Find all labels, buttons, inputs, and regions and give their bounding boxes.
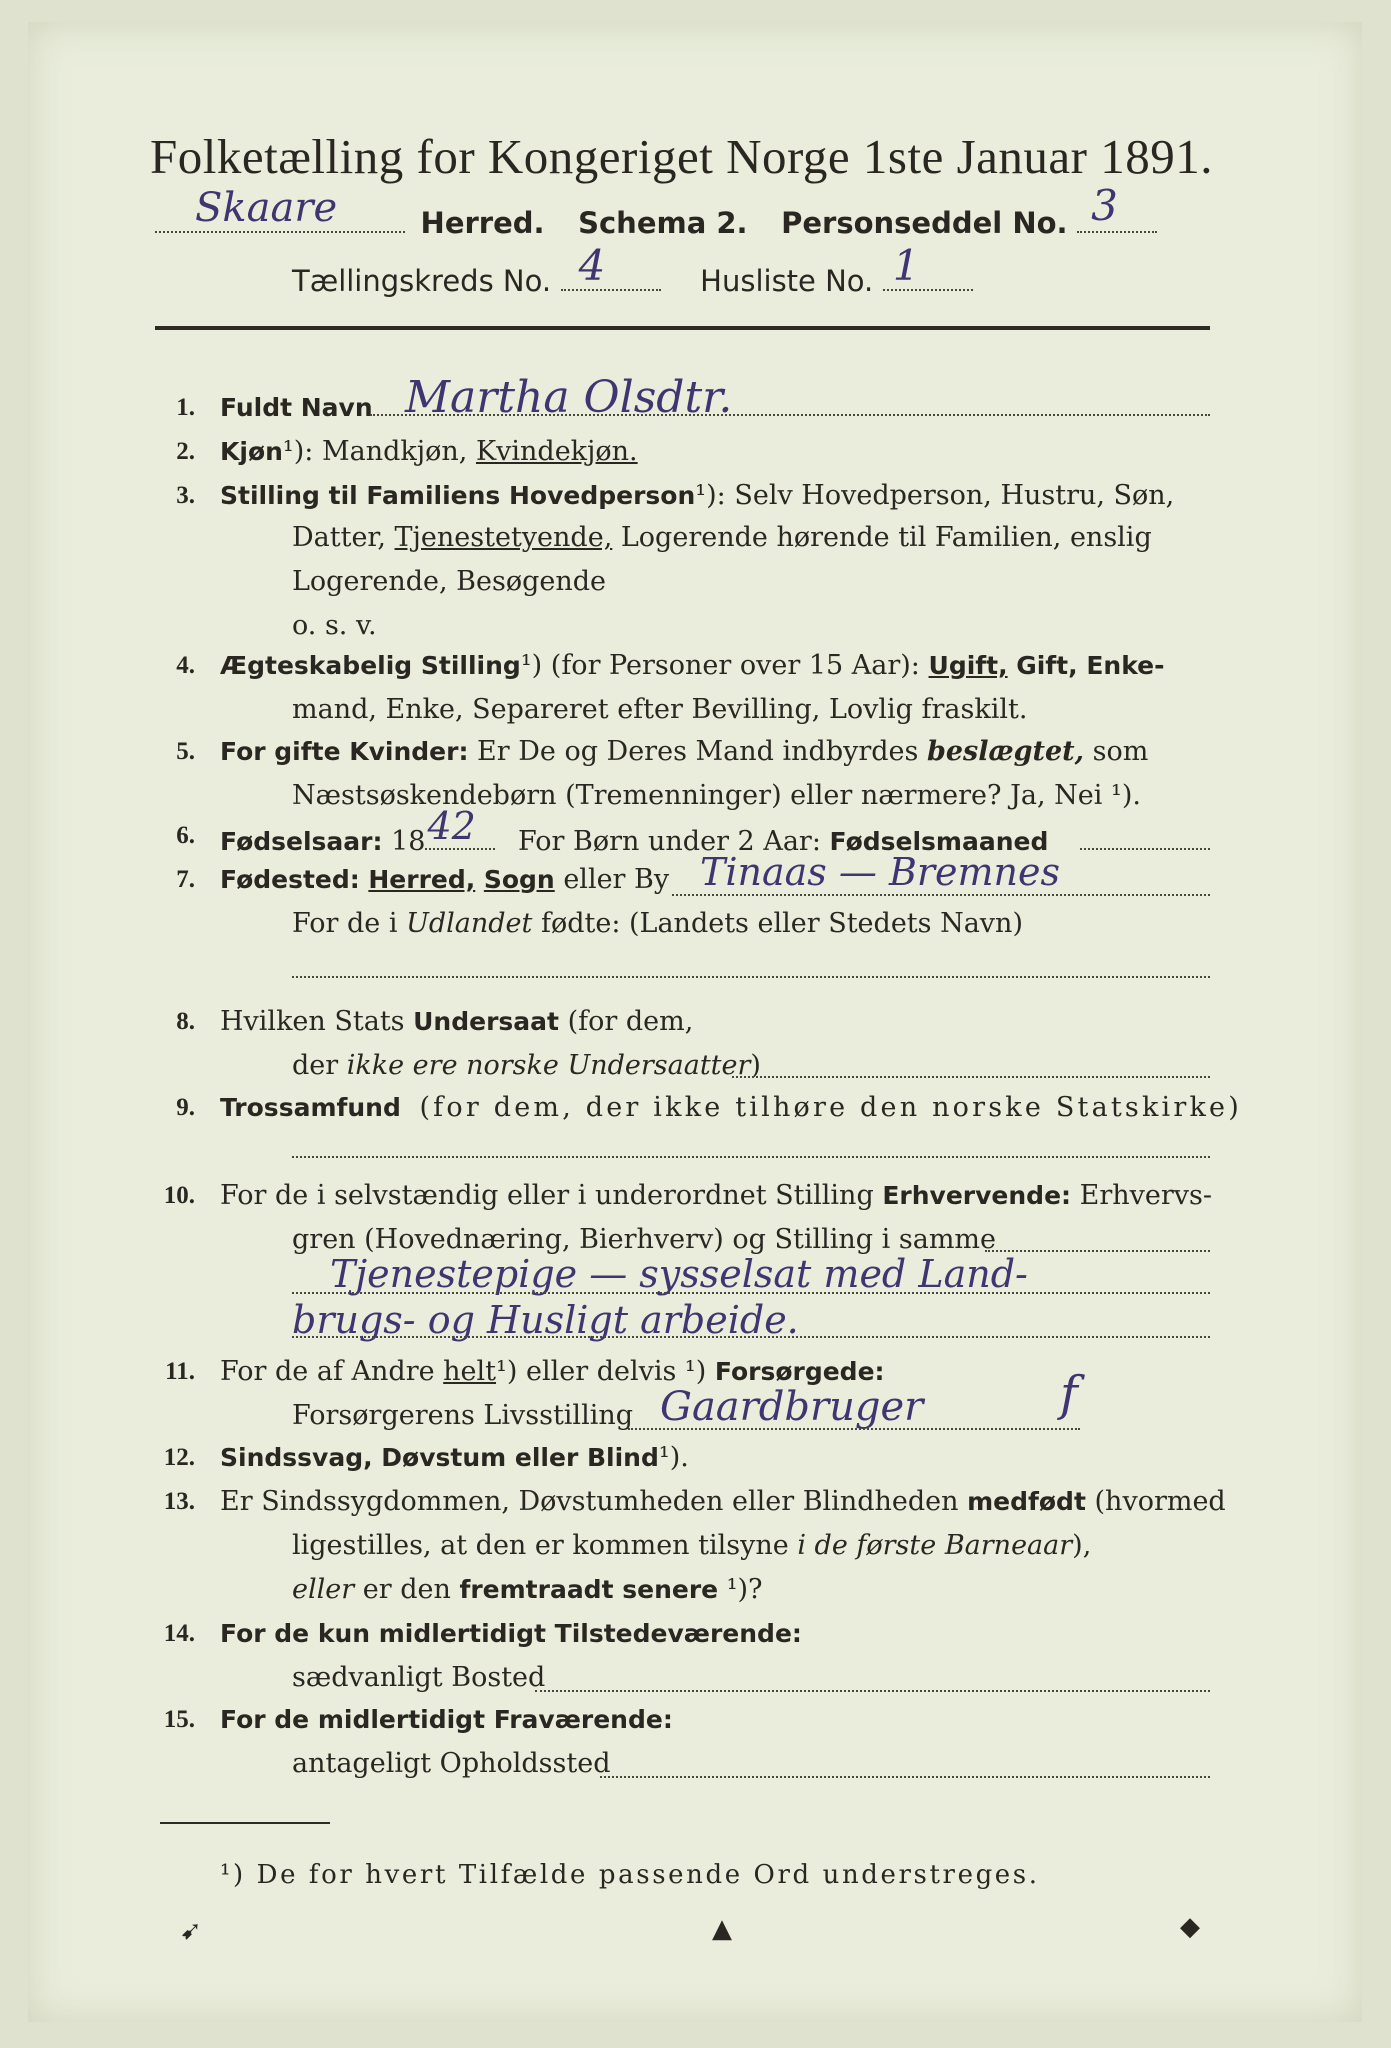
q5-line1 — [220, 736, 1148, 767]
q5-label: For gifte Kvinder: — [220, 737, 469, 766]
form-title: Folketælling for Kongeriget Norge 1ste Januar 1891. — [150, 129, 1213, 184]
q3-sup: ¹): — [695, 480, 726, 511]
q8-line2 — [292, 1050, 761, 1081]
q13-label: medfødt — [967, 1487, 1086, 1516]
q4-line2: mand, Enke, Separeret efter Bevilling, Lovlig fraskilt. — [292, 694, 1028, 725]
q11-label: Forsørgede: — [714, 1357, 885, 1386]
q3-option-datter: Datter, — [292, 522, 386, 553]
q13-line3-b: ¹)? — [726, 1574, 763, 1605]
q13-number: 13. — [163, 1488, 195, 1515]
q4-sup: ¹) — [520, 650, 543, 681]
footnote: ¹) De for hvert Tilfælde passende Ord understreges. — [220, 1860, 1040, 1890]
q9-field — [292, 1156, 1210, 1158]
q8-label-c: (for dem, — [567, 1006, 694, 1037]
q6-number: 6. — [176, 822, 195, 849]
q13-text-a: Er Sindssygdommen, Døvstumheden eller Blindheden — [220, 1486, 959, 1517]
q11-number: 11. — [165, 1358, 195, 1385]
register-mark-right: ◆ — [1180, 1912, 1200, 1942]
q11-line1 — [220, 1356, 885, 1387]
q7-field — [672, 894, 1210, 896]
q11-provider-value: Gaardbruger — [660, 1384, 924, 1430]
q3-line3: Logerende, Besøgende — [292, 566, 606, 597]
q15-field — [600, 1776, 1210, 1778]
kreds-line — [292, 241, 973, 299]
q2-number: 2. — [176, 438, 195, 465]
q13-line2-b: ), — [1072, 1530, 1092, 1561]
q6-year-value: 42 — [427, 804, 476, 848]
q13-line2 — [292, 1530, 1091, 1561]
q6-prefix: 18 — [391, 826, 426, 857]
q4-option-ugift: Ugift, — [928, 651, 1008, 680]
q10-field-2 — [292, 1292, 1210, 1294]
q11-text-b: ¹) eller delvis ¹) — [496, 1356, 707, 1387]
register-mark-center: ▲ — [712, 1914, 732, 1944]
q7-line2 — [292, 908, 1023, 939]
q7-birthplace-value: Tinaas — Bremnes — [700, 850, 1061, 894]
footnote-rule — [160, 1822, 330, 1824]
q10-occupation-value-2: brugs- og Husligt arbeide. — [292, 1298, 799, 1342]
q7-rest: eller By — [563, 864, 670, 895]
q12-line — [220, 1442, 689, 1473]
q10-label: Erhvervende: — [882, 1181, 1072, 1210]
q8-text-b: ) — [750, 1050, 761, 1081]
q5-beslaegtet: beslægtet, — [926, 736, 1085, 767]
q10-occupation-value-1: Tjenestepige — sysselsat med Land- — [330, 1252, 1028, 1296]
q8-line1 — [220, 1006, 693, 1037]
husliste-label: Husliste No. — [700, 264, 874, 298]
q15-line2: antageligt Opholdssted — [292, 1748, 611, 1779]
q8-number: 8. — [176, 1008, 195, 1035]
q9-number: 9. — [176, 1094, 195, 1121]
register-mark-left: ➹ — [180, 1916, 202, 1946]
q15-line1 — [220, 1704, 673, 1735]
q3-options-2: Logerende hørende til Familien, enslig — [620, 522, 1152, 553]
q15-label: For de midlertidigt Fraværende: — [220, 1705, 673, 1734]
q11-field — [628, 1428, 1080, 1430]
q13-line1 — [220, 1486, 1226, 1517]
q2-option-mandkjon: Mandkjøn, — [321, 436, 468, 467]
q14-number: 14. — [163, 1620, 195, 1647]
q1-label: Fuldt Navn — [220, 393, 373, 422]
q7-text-b: fødte: (Landets eller Stedets Navn) — [540, 908, 1023, 939]
q6-label: Fødselsaar: — [220, 827, 383, 856]
q13-line3 — [292, 1574, 763, 1605]
q8-label-a: Hvilken Stats — [220, 1006, 405, 1037]
q5-number: 5. — [176, 738, 195, 765]
q11-line2: Forsørgerens Livsstilling — [292, 1400, 634, 1431]
herred-line — [155, 181, 1157, 241]
q14-line1 — [220, 1618, 802, 1649]
q7-text-a: For de i — [292, 908, 398, 939]
q12-label: Sindssvag, Døvstum eller Blind — [220, 1443, 659, 1472]
q4-label: Ægteskabelig Stilling — [220, 651, 521, 680]
q10-line2: gren (Hovednæring, Bierhverv) og Stilling i samme — [292, 1224, 997, 1255]
q6-text: For Børn under 2 Aar: — [518, 826, 821, 857]
q6-month-field — [1080, 848, 1210, 850]
q11-text-a: For de af Andre — [220, 1356, 435, 1387]
q14-line2: sædvanligt Bosted — [292, 1662, 546, 1693]
q3-option-tjenestetyende: Tjenestetyende, — [394, 522, 613, 553]
q1-name-value: Martha Olsdtr. — [405, 372, 733, 423]
q1-number: 1. — [176, 394, 195, 421]
q7-number: 7. — [176, 866, 195, 893]
q13-line3-a: er den — [362, 1574, 451, 1605]
q6-label2: Fødselsmaaned — [829, 827, 1049, 856]
q13-line2-a: ligestilles, at den er kommen tilsyne — [292, 1530, 789, 1561]
q1-field — [370, 414, 1210, 416]
q7-line1 — [220, 864, 669, 895]
q1-line — [220, 392, 373, 423]
q2-line — [220, 436, 638, 467]
q14-label: For de kun midlertidigt Tilstedeværende: — [220, 1619, 802, 1648]
q10-text-end: Erhvervs- — [1079, 1180, 1213, 1211]
kreds-field — [561, 241, 661, 291]
q7-option-sogn: Sogn — [483, 865, 555, 894]
q15-number: 15. — [163, 1706, 195, 1733]
q3-options-1: Selv Hovedperson, Hustru, Søn, — [734, 480, 1175, 511]
q5-text-end: som — [1092, 736, 1149, 767]
q3-line4: o. s. v. — [292, 610, 377, 641]
q8-label: Undersaat — [413, 1007, 559, 1036]
herred-field — [155, 185, 405, 233]
q13-line2-italic: i de første Barneaar — [797, 1530, 1073, 1561]
herred-value: Skaare — [195, 185, 338, 231]
q13-text-b: (hvormed — [1094, 1486, 1226, 1517]
q2-option-kvindekjon: Kvindekjøn. — [475, 436, 638, 467]
schema-label: Schema 2. — [578, 206, 748, 240]
kreds-value: 4 — [578, 241, 606, 290]
q2-label: Kjøn — [220, 437, 283, 466]
q4-options: Gift, Enke- — [1016, 651, 1165, 680]
q4-line1 — [220, 650, 1164, 681]
q11-option-helt: helt — [443, 1356, 497, 1387]
q8-field — [732, 1076, 1210, 1078]
q10-number: 10. — [163, 1182, 195, 1209]
q9-text: (for dem, der ikke tilhøre den norske Statskirke) — [419, 1092, 1242, 1123]
q3-label: Stilling til Familiens Hovedperson — [220, 481, 696, 510]
q10-field-3 — [292, 1336, 1210, 1338]
personseddel-label: Personseddel No. — [781, 206, 1068, 240]
q7-udlandet: Udlandet — [406, 908, 533, 939]
q3-number: 3. — [176, 482, 195, 509]
q9-line — [220, 1092, 1242, 1123]
q2-sup: ¹): — [282, 436, 314, 467]
q4-paren: (for Personer over 15 Aar): — [550, 650, 920, 681]
q5-line2: Næstsøskendebørn (Tremenninger) eller nærmere? Ja, Nei ¹). — [292, 780, 1141, 811]
personseddel-value: 3 — [1091, 181, 1118, 230]
q9-label: Trossamfund — [220, 1093, 401, 1122]
q13-line3-italic: eller — [292, 1574, 355, 1605]
q7-option-herred: Herred, — [368, 865, 476, 894]
header-rule — [155, 326, 1210, 330]
q3-line1 — [220, 480, 1174, 511]
q5-text: Er De og Deres Mand indbyrdes — [477, 736, 919, 767]
herred-label: Herred. — [420, 206, 545, 240]
personseddel-field — [1077, 181, 1157, 233]
q7-foreign-field — [292, 976, 1210, 978]
q8-italic: ikke ere norske Undersaatter — [346, 1050, 751, 1081]
q3-line2 — [292, 522, 1152, 553]
q6-field — [425, 804, 495, 850]
q14-field — [535, 1690, 1210, 1692]
q4-number: 4. — [176, 652, 195, 679]
q12-sup: ¹). — [658, 1442, 689, 1473]
husliste-field — [883, 241, 973, 291]
q10-line1 — [220, 1180, 1212, 1211]
q11-provider-mark: f — [1060, 1366, 1078, 1422]
q10-text: For de i selvstændig eller i underordnet Stilling — [220, 1180, 874, 1211]
q8-text-a: der — [292, 1050, 339, 1081]
q13-line3-label: fremtraadt senere — [459, 1575, 719, 1604]
q12-number: 12. — [163, 1444, 195, 1471]
husliste-value: 1 — [892, 241, 920, 290]
kreds-label: Tællingskreds No. — [292, 264, 552, 298]
q7-label: Fødested: — [220, 865, 360, 894]
